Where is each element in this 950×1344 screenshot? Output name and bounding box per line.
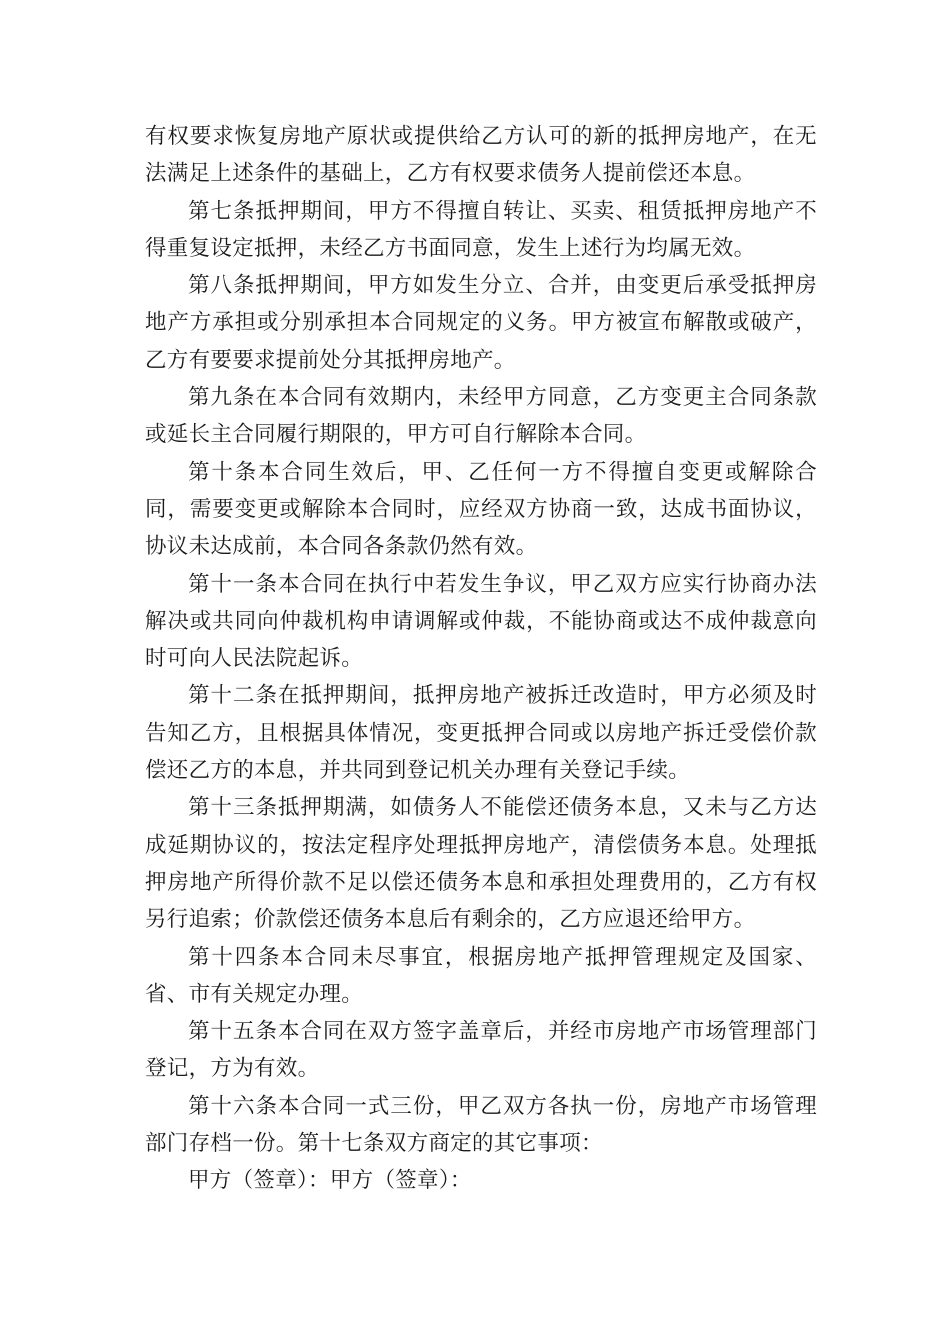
article-15: 第十五条本合同在双方签字盖章后，并经市房地产市场管理部门登记，方为有效。 — [145, 1019, 817, 1082]
article-14: 第十四条本合同未尽事宜，根据房地产抵押管理规定及国家、省、市有关规定办理。 — [145, 944, 817, 1007]
article-9: 第九条在本合同有效期内，未经甲方同意，乙方变更主合同条款或延长主合同履行期限的，甲方可自行解除本合同。 — [145, 385, 817, 448]
document-body — [145, 118, 817, 1200]
article-7: 第七条抵押期间，甲方不得擅自转让、买卖、租赁抵押房地产不得重复设定抵押，未经乙方书面同意，发生上述行为均属无效。 — [145, 198, 817, 261]
paragraph-continuation: 有权要求恢复房地产原状或提供给乙方认可的新的抵押房地产，在无法满足上述条件的基础上，乙方有权要求债务人提前偿还本息。 — [145, 124, 817, 187]
article-10: 第十条本合同生效后，甲、乙任何一方不得擅自变更或解除合同，需要变更或解除本合同时，应经双方协商一致，达成书面协议，协议未达成前，本合同各条款仍然有效。 — [145, 459, 817, 560]
article-8: 第八条抵押期间，甲方如发生分立、合并，由变更后承受抵押房地产方承担或分别承担本合同规定的义务。甲方被宣布解散或破产，乙方有要要求提前处分其抵押房地产。 — [145, 273, 817, 373]
signature-line: 甲方（签章）：甲方（签章）： — [188, 1168, 472, 1194]
article-16-17: 第十六条本合同一式三份，甲乙双方各执一份，房地产市场管理部门存档一份。第十七条双方商定的其它事项： — [145, 1093, 817, 1157]
article-12: 第十二条在抵押期间，抵押房地产被拆迁改造时，甲方必须及时告知乙方，且根据具体情况，变更抵押合同或以房地产拆迁受偿价款偿还乙方的本息，并共同到登记机关办理有关登记手续。 — [145, 683, 817, 784]
article-13: 第十三条抵押期满，如债务人不能偿还债务本息，又未与乙方达成延期协议的，按法定程序处理抵押房地产，清偿债务本息。处理抵押房地产所得价款不足以偿还债务本息和承担处理费用的，乙方有权另行追索；价款偿还债务本息后有剩余的，乙方应退还给甲方。 — [145, 795, 817, 933]
article-11: 第十一条本合同在执行中若发生争议，甲乙双方应实行协商办法解决或共同向仲裁机构申请调解或仲裁，不能协商或达不成仲裁意向时可向人民法院起诉。 — [145, 571, 817, 672]
